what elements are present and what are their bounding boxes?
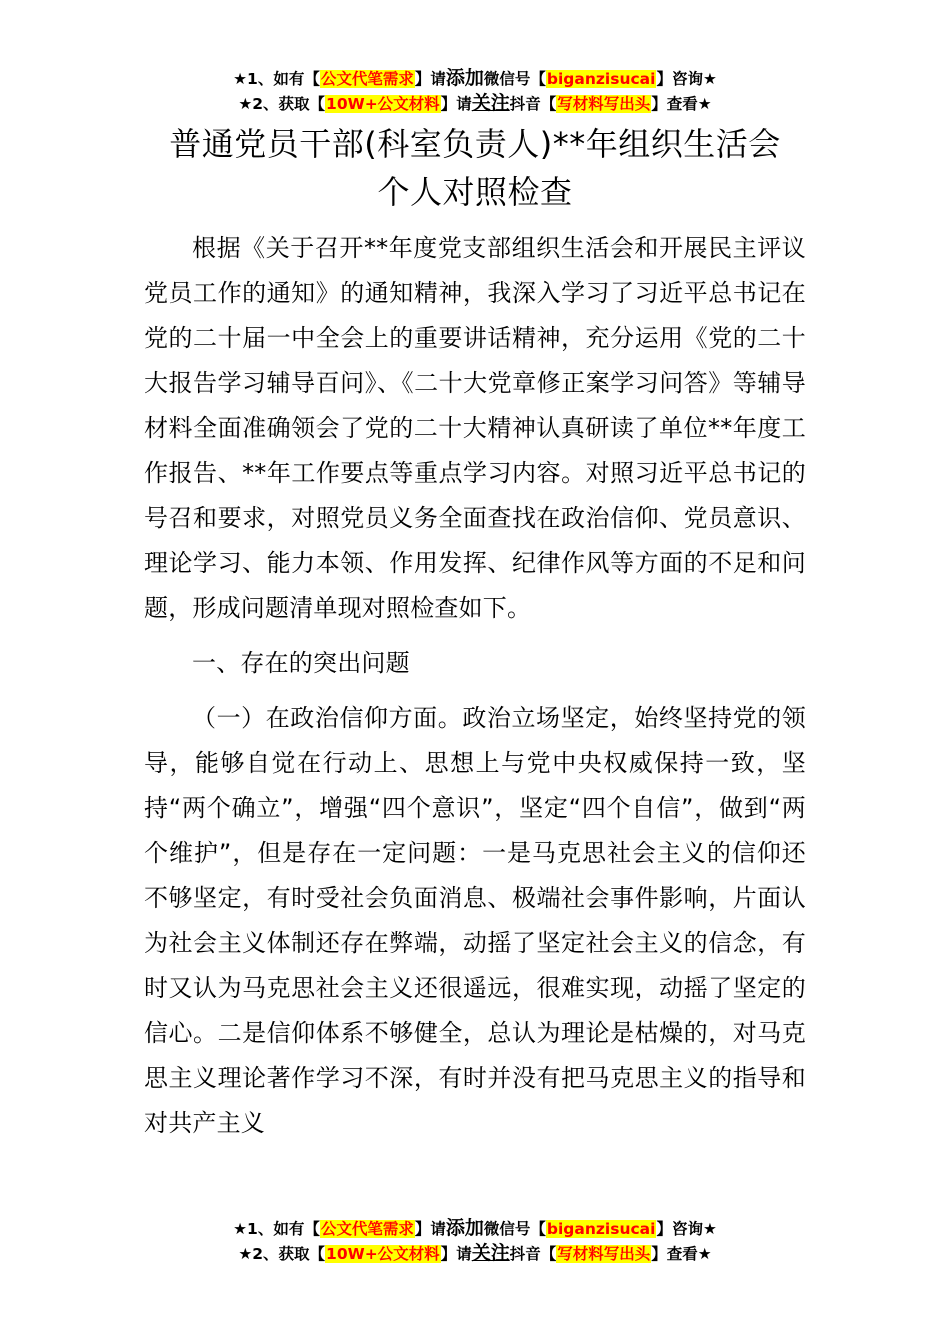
emphasis-follow: 关注 bbox=[471, 92, 510, 114]
political-belief-paragraph: （一）在政治信仰方面。政治立场坚定，始终坚持党的领导，能够自觉在行动上、思想上与党中央权威保持一致，坚持“两个确立”，增强“四个意识”，坚定“四个自信”，做到“两个维护”，但是存在一定问题：一是马克思社会主义的信仰还不够坚定，有时受社会负面消息、极端社会事件影响，片面认为社会主义体制还存在弊端，动摇了坚定社会主义的信念，有时又认为马克思社会主义还很遥远，很难实现，动摇了坚定的信心。二是信仰体系不够健全，总认为理论是枯燥的，对马克思主义理论著作学习不深，有时并没有把马克思主义的指导和对共产主义 bbox=[144, 704, 806, 1137]
star-icon: ★ bbox=[238, 95, 253, 113]
star-icon: ★ bbox=[238, 1245, 253, 1263]
document-title bbox=[0, 120, 950, 216]
star-icon: ★ bbox=[233, 1220, 248, 1238]
highlight-douyin: 写材料写出头 bbox=[557, 95, 651, 113]
highlight-materials: 10W+公文材料 bbox=[326, 1245, 440, 1263]
highlight-materials: 10W+公文材料 bbox=[326, 95, 440, 113]
highlight-ghostwriting: 公文代笔需求 bbox=[320, 1220, 414, 1238]
promo-line-1: ★1、如有【公文代笔需求】请添加微信号【biganzisucai】咨询★ bbox=[233, 1217, 717, 1239]
section-heading: 一、存在的突出问题 bbox=[192, 649, 410, 677]
document-body bbox=[144, 226, 806, 1146]
title-line-2: 个人对照检查 bbox=[377, 173, 573, 211]
emphasis-follow: 关注 bbox=[471, 1242, 510, 1264]
title-line-1: 普通党员干部(科室负责人)**年组织生活会 bbox=[169, 125, 781, 163]
highlight-ghostwriting: 公文代笔需求 bbox=[320, 70, 414, 88]
highlight-wechat-id: biganzisucai bbox=[546, 1220, 656, 1238]
intro-paragraph: 根据《关于召开**年度党支部组织生活会和开展民主评议党员工作的通知》的通知精神，我深入学习了习近平总书记在党的二十届一中全会上的重要讲话精神，充分运用《党的二十大报告学习辅导百问》、《二十大党章修正案学习问答》等辅导材料全面准确领会了党的二十大精神认真研读了单位**年度工作报告、**年工作要点等重点学习内容。对照习近平总书记的号召和要求，对照党员义务全面查找在政治信仰、党员意识、理论学习、能力本领、作用发挥、纪律作风等方面的不足和问题，形成问题清单现对照检查如下。 bbox=[144, 234, 806, 622]
promo-line-2: ★2、获取【10W+公文材料】请关注抖音【写材料写出头】查看★ bbox=[238, 1242, 712, 1264]
promo-banner-bottom bbox=[0, 1216, 950, 1266]
highlight-douyin: 写材料写出头 bbox=[557, 1245, 651, 1263]
highlight-wechat-id: biganzisucai bbox=[546, 70, 656, 88]
emphasis-add: 添加 bbox=[445, 1217, 484, 1239]
promo-line-2: ★2、获取【10W+公文材料】请关注抖音【写材料写出头】查看★ bbox=[238, 92, 712, 114]
star-icon: ★ bbox=[233, 70, 248, 88]
promo-banner-top bbox=[0, 66, 950, 116]
emphasis-add: 添加 bbox=[445, 67, 484, 89]
promo-line-1: ★1、如有【公文代笔需求】请添加微信号【biganzisucai】咨询★ bbox=[233, 67, 717, 89]
